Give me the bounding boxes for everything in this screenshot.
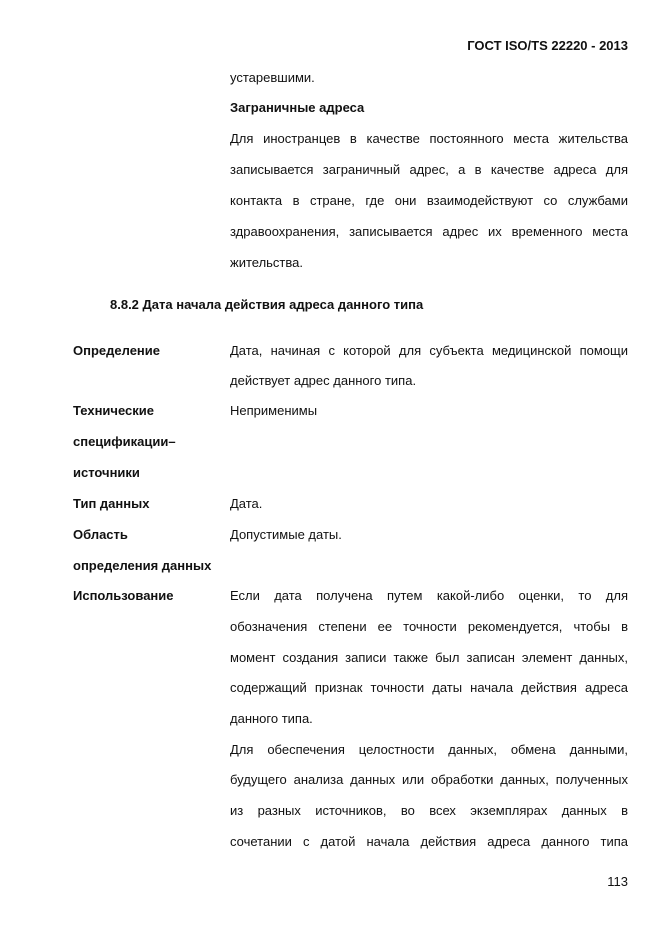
- tech-specs-term-line-3: источники: [73, 465, 140, 480]
- tech-specs-term-line-2: спецификации–: [73, 434, 176, 449]
- standard-code-header: ГОСТ ISO/TS 22220 - 2013: [467, 38, 628, 53]
- usage-p2-line-3: из разных источников, во всех экземплярах данных в: [230, 803, 628, 818]
- usage-p1-line-5: данного типа.: [230, 711, 313, 726]
- data-type-value: Дата.: [230, 496, 263, 511]
- usage-p2-line-4: сочетании с датой начала действия адреса данного типа: [230, 834, 628, 849]
- usage-p1-line-4: содержащий признак точности даты начала действия адреса: [230, 680, 628, 695]
- continuation-text: устаревшими.: [230, 70, 315, 85]
- data-type-term: Тип данных: [73, 496, 150, 511]
- domain-term-line-2: определения данных: [73, 558, 212, 573]
- page-number: 113: [607, 874, 628, 889]
- foreign-addresses-line-3: контакта в стране, где они взаимодействуют со службами: [230, 193, 628, 208]
- usage-p1-line-3: момент создания записи также был записан элемент данных,: [230, 650, 628, 665]
- domain-value: Допустимые даты.: [230, 527, 342, 542]
- foreign-addresses-line-4: здравоохранения, записывается адрес их временного места: [230, 224, 628, 239]
- definition-line-1: Дата, начиная с которой для субъекта медицинской помощи: [230, 343, 628, 358]
- usage-p2-line-2: будущего анализа данных или обработки данных, полученных: [230, 772, 628, 787]
- tech-specs-value: Неприменимы: [230, 403, 318, 418]
- usage-p2-line-1: Для обеспечения целостности данных, обмена данными,: [230, 742, 628, 757]
- usage-p1-line-2: обозначения степени ее точности рекомендуется, чтобы в: [230, 619, 628, 634]
- domain-term-line-1: Область: [73, 527, 128, 542]
- foreign-addresses-line-1: Для иностранцев в качестве постоянного места жительства: [230, 131, 628, 146]
- definition-term: Определение: [73, 343, 161, 358]
- foreign-addresses-subheading: Заграничные адреса: [230, 100, 365, 115]
- foreign-addresses-line-2: записывается заграничный адрес, а в качестве адреса для: [230, 162, 628, 177]
- section-title: 8.8.2 Дата начала действия адреса данного типа: [110, 297, 424, 312]
- tech-specs-term-line-1: Технические: [73, 403, 154, 418]
- usage-term: Использование: [73, 588, 174, 603]
- usage-p1-line-1: Если дата получена путем какой-либо оценки, то для: [230, 588, 628, 603]
- definition-line-2: действует адрес данного типа.: [230, 373, 417, 388]
- foreign-addresses-line-5: жительства.: [230, 255, 303, 270]
